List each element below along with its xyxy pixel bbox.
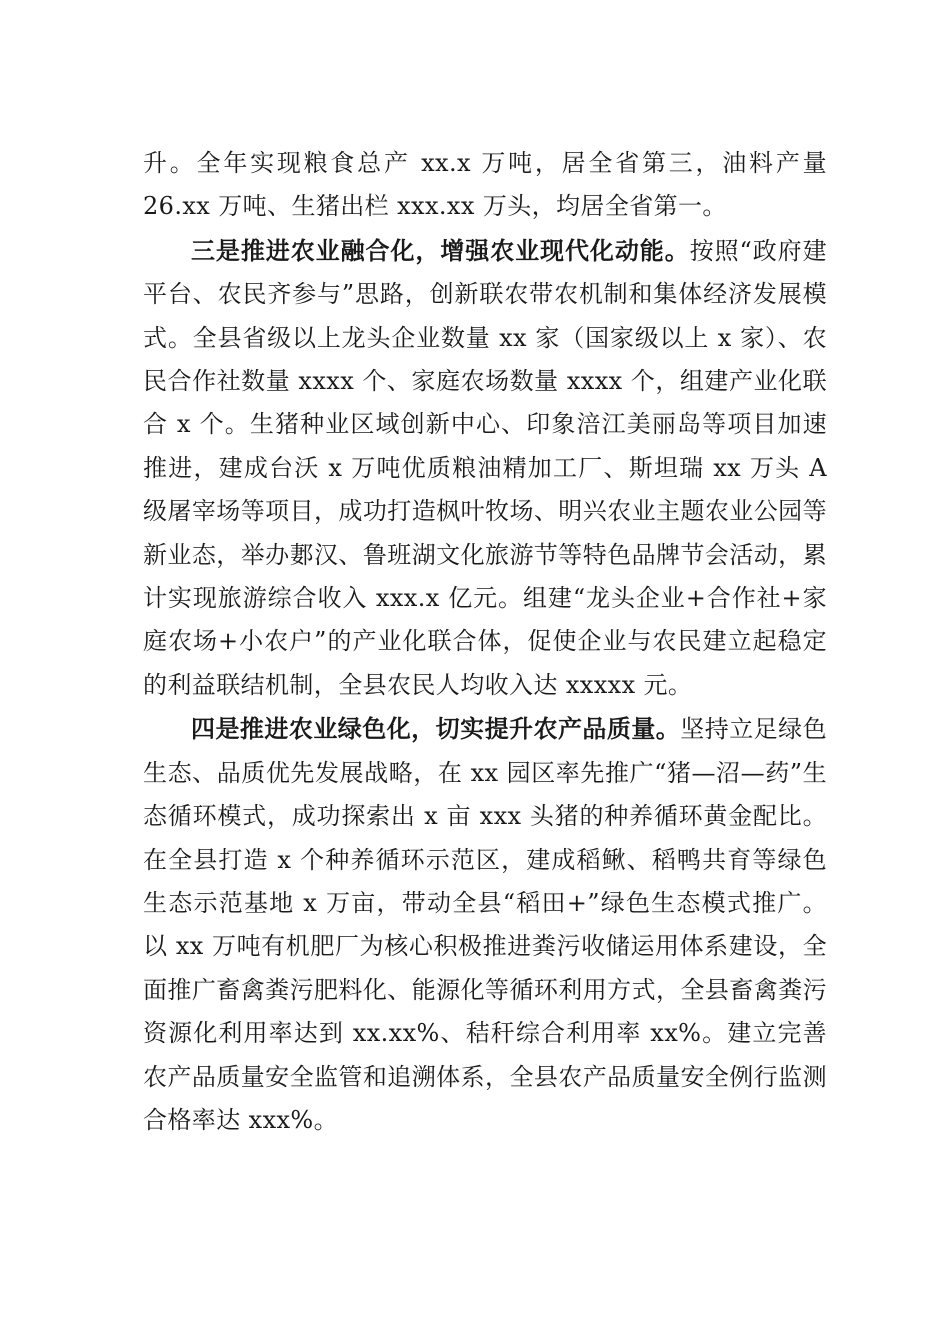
paragraph-agri-green	[143, 707, 827, 1142]
paragraph-body: 坚持立足绿色生态、品质优先发展战略，在 xx 园区率先推广“猪—沼—药”生态循环模式，成功探索出 x 亩 xxx 头猪的种养循环黄金配比。在全县打造 x 个种养循环示范区，建成稻鳅、稻鸭共育等绿色生态示范基地 x 万亩，带动全县“稻田+”绿色生态模式推广。以 xx 万吨有机肥厂为核心积极推进粪污收储运用体系建设，全面推广畜禽粪污肥料化、能源化等循环利用方式，全县畜禽粪污资源化利用率达到 xx.xx%、秸秆综合利用率 xx%。建立完善农产品质量安全监管和追溯体系，全县农产品质量安全例行监测合格率达 xxx%。	[143, 715, 827, 1134]
paragraph-body: 升。全年实现粮食总产 xx.x 万吨，居全省第三，油料产量 26.xx 万吨、生猪出栏 xxx.xx 万头，均居全省第一。	[143, 149, 827, 221]
document-page	[143, 142, 827, 1142]
paragraph-lead: 三是推进农业融合化，增强农业现代化动能。	[191, 235, 690, 265]
paragraph-agri-integration	[143, 229, 827, 707]
paragraph-lead: 四是推进农业绿色化，切实提升农产品质量。	[191, 714, 681, 744]
paragraph-continuation	[143, 142, 827, 229]
paragraph-body: 按照“政府建平台、农民齐参与”思路，创新联农带农机制和集体经济发展模式。全县省级以上龙头企业数量 xx 家（国家级以上 x 家）、农民合作社数量 xxxx 个、家庭农场数量 xxxx 个，组建产业化联合 x 个。生猪种业区域创新中心、印象涪江美丽岛等项目加速推进，建成台沃 x 万吨优质粮油精加工厂、斯坦瑞 xx 万头 A 级屠宰场等项目，成功打造枫叶牧场、明兴农业主题农业公园等新业态，举办郪汉、鲁班湖文化旅游节等特色品牌节会活动，累计实现旅游综合收入 xxx.x 亿元。组建“龙头企业+合作社+家庭农场+小农户”的产业化联合体，促使企业与农民建立起稳定的利益联结机制，全县农民人均收入达 xxxxx 元。	[143, 236, 828, 699]
